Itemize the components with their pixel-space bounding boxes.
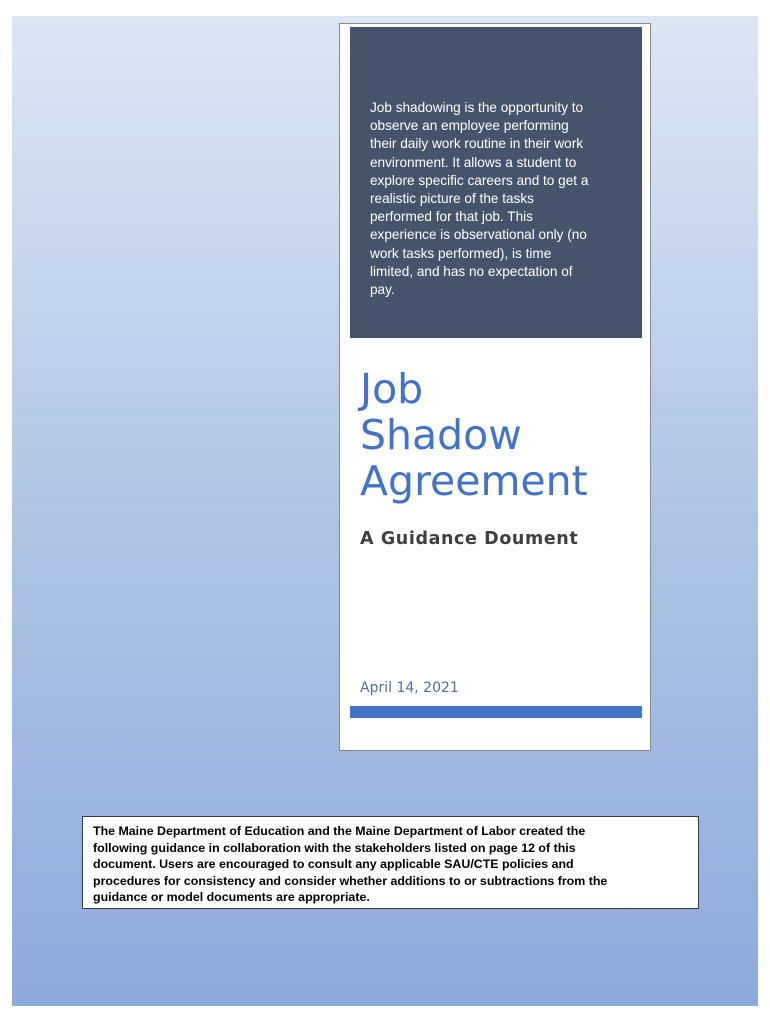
notice-line: guidance or model documents are appropriate. bbox=[93, 890, 370, 904]
intro-text bbox=[370, 99, 618, 299]
intro-box bbox=[350, 27, 642, 338]
title-line: Shadow bbox=[360, 411, 522, 459]
document-title bbox=[360, 366, 640, 504]
title-line: Agreement bbox=[360, 457, 588, 505]
intro-line: their daily work routine in their work bbox=[370, 136, 584, 152]
intro-line: Job shadowing is the opportunity to bbox=[370, 100, 584, 115]
intro-line: work tasks performed), is time bbox=[370, 245, 552, 261]
notice-box bbox=[82, 816, 699, 909]
intro-line: performed for that job. This bbox=[370, 209, 533, 225]
notice-line: The Maine Department of Education and the Maine Department of Labor created the bbox=[93, 824, 586, 838]
notice-line: procedures for consistency and consider whether additions to or subtractions from the bbox=[93, 873, 608, 888]
intro-line: limited, and has no expectation of bbox=[370, 263, 573, 279]
intro-line: observe an employee performing bbox=[370, 118, 569, 134]
date-divider-bar bbox=[350, 706, 642, 718]
intro-line: explore specific careers and to get a bbox=[370, 172, 589, 188]
title-line: Job bbox=[360, 365, 424, 413]
notice-line: following guidance in collaboration with the stakeholders listed on page 12 of this bbox=[93, 840, 576, 855]
notice-text bbox=[93, 823, 688, 906]
document-date: April 14, 2021 bbox=[360, 680, 459, 696]
notice-line: document. Users are encouraged to consult any applicable SAU/CTE policies and bbox=[93, 857, 574, 871]
document-subtitle: A Guidance Doument bbox=[360, 529, 579, 549]
intro-line: pay. bbox=[370, 282, 395, 298]
intro-line: experience is observational only (no bbox=[370, 227, 587, 243]
intro-line: realistic picture of the tasks bbox=[370, 191, 534, 207]
intro-line: environment. It allows a student to bbox=[370, 154, 577, 170]
